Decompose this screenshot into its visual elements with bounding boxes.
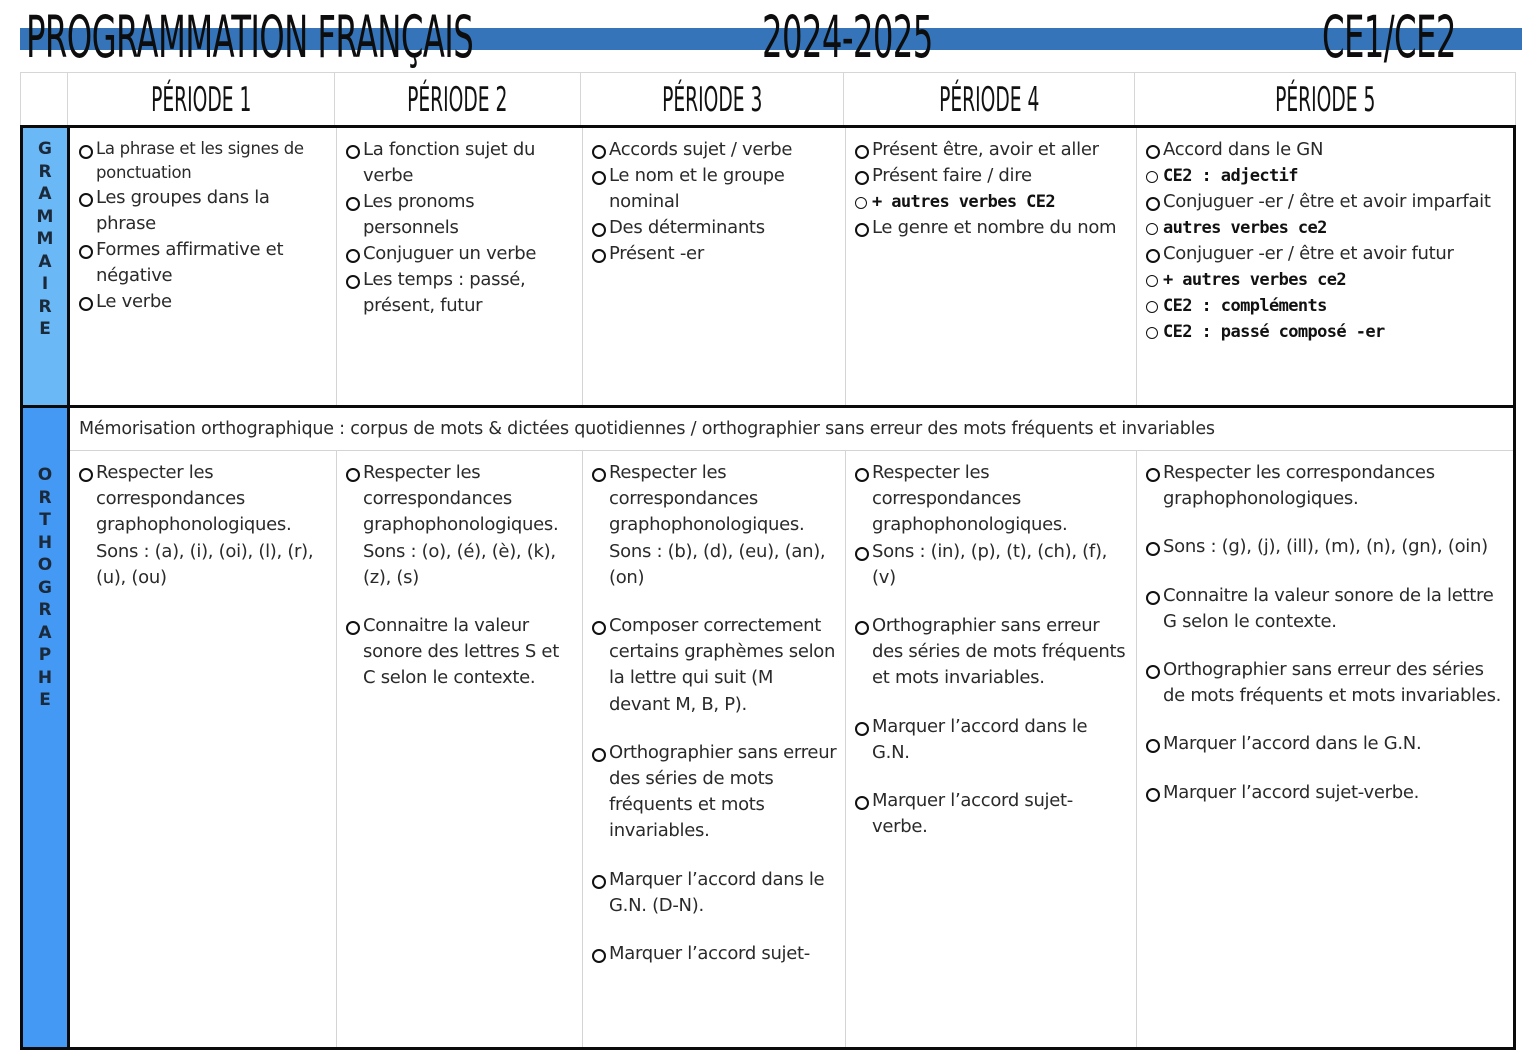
objective-list (346, 137, 574, 319)
objective-item: + autres verbes CE2 (855, 189, 1128, 215)
objective-item: Conjuguer -er / être et avoir futur (1146, 241, 1505, 267)
objective-item: Conjuguer -er / être et avoir imparfait (1146, 189, 1505, 215)
class-level: CE1/CE2 (1322, 3, 1456, 71)
grammaire-period-4-cell (845, 128, 1136, 408)
objective-item: Connaitre la valeur sonore des lettres S et C selon le contexte. (346, 613, 574, 692)
objective-item: Accords sujet / verbe (592, 137, 837, 163)
objective-item: Marquer l’accord dans le G.N. (855, 714, 1128, 766)
grammaire-period-3-cell (582, 128, 845, 408)
memorisation-row: Mémorisation orthographique : corpus de mots & dictées quotidiennes / orthographier sans erreur des mots fréquents et invariables (70, 408, 1513, 451)
side-label-letter: E (39, 319, 51, 339)
objective-item: Des déterminants (592, 215, 837, 241)
objective-item: Présent être, avoir et aller (855, 137, 1128, 163)
objective-item: Marquer l’accord sujet-verbe. (855, 788, 1128, 840)
side-label-letter: G (38, 577, 52, 598)
header-corner (20, 73, 67, 127)
side-label-letter: R (38, 296, 52, 317)
orthographe-columns (70, 451, 1513, 1047)
objective-item: Le genre et nombre du nom (855, 215, 1128, 241)
side-label-letter: M (36, 206, 54, 227)
objective-item: Sons : (g), (j), (ill), (m), (n), (gn), (oin) (1146, 534, 1505, 560)
objective-list (855, 460, 1128, 840)
period-header-row (20, 72, 1516, 126)
objective-item: Composer correctement certains graphèmes selon la lettre qui suit (M devant M, B, P). (592, 613, 837, 718)
period-label: PÉRIODE 2 (407, 80, 508, 120)
objective-item: autres verbes ce2 (1146, 215, 1505, 241)
objective-item: Marquer l’accord sujet- (592, 941, 837, 967)
period-label: PÉRIODE 4 (938, 80, 1040, 120)
objective-list (592, 137, 837, 267)
header-period-4 (843, 73, 1134, 127)
objective-item: Marquer l’accord dans le G.N. (1146, 731, 1505, 757)
objective-item: CE2 : compléments (1146, 293, 1505, 319)
objective-item: Respecter les correspondances graphophonologiques. Sons : (b), (d), (eu), (an), (on) (592, 460, 837, 591)
objective-list (1146, 460, 1505, 806)
side-label-letter: E (39, 690, 51, 710)
grammaire-period-1-cell (70, 128, 336, 408)
objective-item: Respecter les correspondances graphophonologiques. Sons : (o), (é), (è), (k), (z), (s) (346, 460, 574, 591)
header-period-5 (1134, 73, 1516, 127)
grammaire-columns (70, 128, 1513, 408)
orthographe-period-4-cell (845, 451, 1136, 1047)
orthographe-period-1-cell (70, 451, 336, 1047)
orthographe-period-2-cell (336, 451, 582, 1047)
side-label-letter: R (38, 161, 52, 182)
objective-item: Les temps : passé, présent, futur (346, 267, 574, 319)
objective-item: Orthographier sans erreur des séries de mots fréquents et mots invariables. (592, 740, 837, 845)
objective-list (79, 460, 328, 591)
grammaire-section (20, 125, 1516, 408)
objective-item: Conjuguer un verbe (346, 241, 574, 267)
side-label-letter: R (38, 600, 52, 620)
objective-item: Le verbe (79, 289, 328, 315)
objective-item: La phrase et les signes de ponctuation (79, 137, 328, 185)
objective-item: Respecter les correspondances graphophonologiques. Sons : (a), (i), (oi), (l), (r), (u), (ou) (79, 460, 328, 591)
period-label: PÉRIODE 3 (661, 80, 763, 120)
objective-item: + autres verbes ce2 (1146, 267, 1505, 293)
objective-item: Marquer l’accord sujet-verbe. (1146, 780, 1505, 806)
objective-list (592, 460, 837, 967)
objective-item: Orthographier sans erreur des séries de mots fréquents et mots invariables. (1146, 657, 1505, 709)
side-label-letter: A (38, 622, 52, 643)
side-label-letter: H (37, 532, 53, 553)
objective-item: Orthographier sans erreur des séries de mots fréquents et mots invariables. (855, 613, 1128, 692)
objective-item: Les pronoms personnels (346, 189, 574, 241)
objective-item: Marquer l’accord dans le G.N. (D-N). (592, 867, 837, 919)
side-label-letter: I (41, 274, 49, 294)
objective-item: Présent faire / dire (855, 163, 1128, 189)
objective-list (346, 460, 574, 692)
side-label-letter: A (38, 184, 52, 204)
orthographe-section (20, 405, 1516, 1050)
grammaire-side-label (23, 128, 70, 408)
objective-item: Le nom et le groupe nominal (592, 163, 837, 215)
side-label-letter: T (39, 510, 51, 530)
school-year: 2024-2025 (762, 3, 933, 71)
grammaire-period-2-cell (336, 128, 582, 408)
side-label-letter: O (37, 555, 53, 575)
orthographe-period-3-cell (582, 451, 845, 1047)
objective-list (855, 137, 1128, 241)
objective-item: Respecter les correspondances graphophonologiques. (855, 460, 1128, 539)
side-label-letter: P (38, 645, 52, 665)
side-label-letter: O (37, 465, 53, 485)
header-period-2 (334, 73, 580, 127)
objective-item: Sons : (in), (p), (t), (ch), (f), (v) (855, 539, 1128, 591)
objective-item: Présent -er (592, 241, 837, 267)
grammaire-period-5-cell (1136, 128, 1513, 408)
side-label-letter: M (36, 229, 54, 249)
period-label: PÉRIODE 1 (150, 80, 252, 120)
objective-item: CE2 : adjectif (1146, 163, 1505, 189)
objective-item: Formes affirmative et négative (79, 237, 328, 289)
side-label-letter: A (38, 251, 52, 272)
header-period-3 (580, 73, 843, 127)
objective-item: La fonction sujet du verbe (346, 137, 574, 189)
orthographe-period-5-cell (1136, 451, 1513, 1047)
orthographe-side-label (23, 408, 70, 1047)
objective-item: Respecter les correspondances graphophonologiques. (1146, 460, 1505, 512)
objective-list (79, 137, 328, 315)
objective-item: Les groupes dans la phrase (79, 185, 328, 237)
objective-item: Connaitre la valeur sonore de la lettre G selon le contexte. (1146, 583, 1505, 635)
header-period-1 (67, 73, 334, 127)
document-title: PROGRAMMATION FRANÇAIS (26, 3, 474, 71)
period-label: PÉRIODE 5 (1274, 80, 1376, 120)
objective-list (1146, 137, 1505, 345)
objective-item: CE2 : passé composé -er (1146, 319, 1505, 345)
side-label-letter: R (38, 487, 52, 508)
objective-item: Accord dans le GN (1146, 137, 1505, 163)
side-label-letter: G (38, 139, 52, 159)
side-label-letter: H (37, 667, 53, 688)
